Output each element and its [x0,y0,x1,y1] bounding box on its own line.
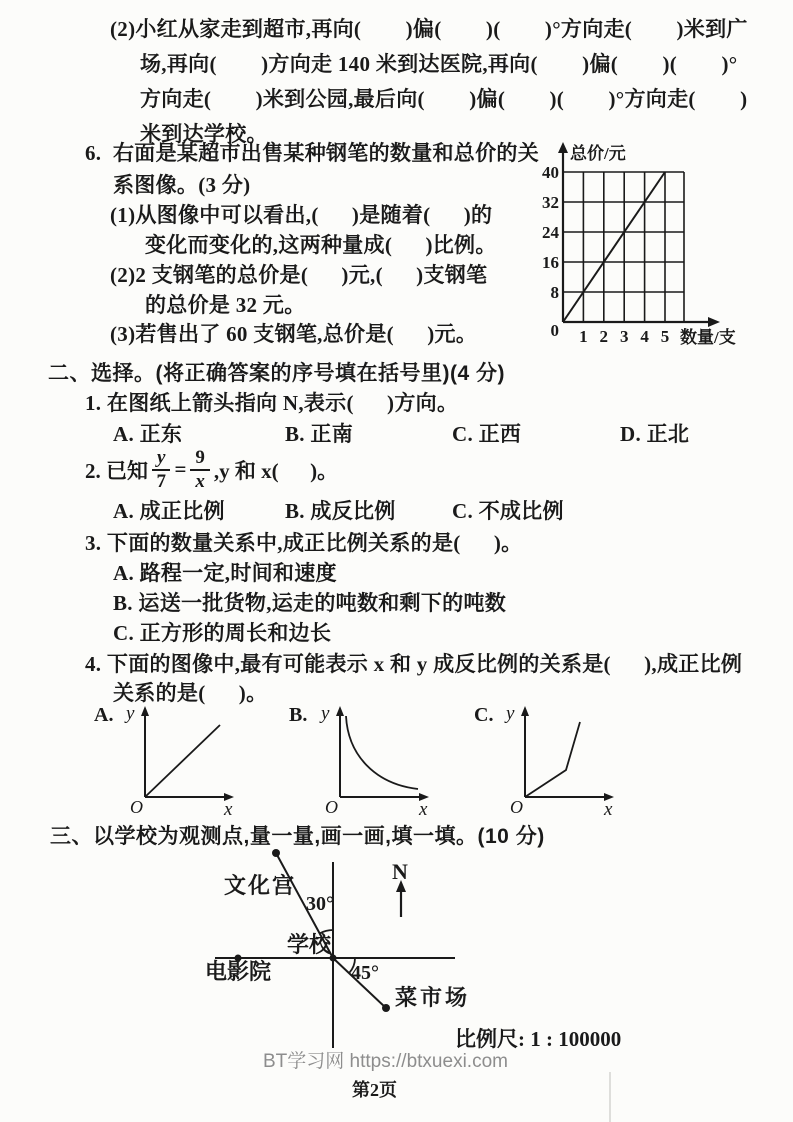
culture-palace-dot [272,849,280,857]
q6-sub2-line1: (2)2 支钢笔的总价是( )元,( )支钢笔 [110,263,488,287]
angle-45-label: 45° [351,962,379,984]
site-watermark: BT学习网 https://btxuexi.com [263,1051,508,1072]
s2-q2-option-b: B. 成反比例 [285,499,396,523]
origin-label: O [510,797,523,817]
s2-q2-prefix: 2. 已知 [85,458,148,483]
north-label: N [392,859,408,884]
y-axis-label: y [506,703,515,724]
section2-heading: 二、选择。(将正确答案的序号填在括号里)(4 分) [48,362,505,385]
x-tick-labels [579,327,669,346]
inverse-curve [346,716,418,789]
proportional-line [145,725,220,797]
x-axis-label: x [604,799,613,818]
q6-sub3-line: (3)若售出了 60 支钢笔,总价是( )元。 [110,322,478,346]
y-axis-label: y [321,703,330,724]
s2-q2-option-a: A. 成正比例 [113,499,225,523]
s2-q1-text: 1. 在图纸上箭头指向 N,表示( )方向。 [85,391,459,415]
x-axis-title: 数量/支 [680,328,736,347]
map-scale-label: 比例尺: 1 : 100000 [455,1027,622,1051]
pen-price-chart [530,140,792,360]
s2-q4-line1: 4. 下面的图像中,最有可能表示 x 和 y 成反比例的关系是( ),成正比例 [85,652,743,676]
school-label: 学校 [286,932,331,957]
section3-heading: 三、以学校为观测点,量一量,画一画,填一填。(10 分) [50,825,545,848]
q5-part2-line3: 方向走( )米到公园,最后向( )偏( )( )°方向走( ) [140,87,748,111]
x-axis-label: x [224,799,233,818]
origin-label: O [325,797,338,817]
cinema-label: 电影院 [205,959,272,984]
q5-part2-line1: (2)小红从家走到超市,再向( )偏( )( )°方向走( )米到广 [110,17,748,41]
chart-axes [563,148,714,322]
svg-text:24: 24 [542,223,559,242]
y-axis-title: 总价/元 [570,144,626,163]
fraction-9-over-x [190,448,210,492]
origin-label: O [130,797,143,817]
graph-letter: B. [289,704,308,726]
svg-text:1: 1 [579,327,588,346]
graph-letter: A. [94,704,114,726]
s2-q4-line2: 关系的是( )。 [113,681,268,705]
q5-part2-line4: 米到达学校。 [140,122,268,146]
q6-sub2-line2: 的总价是 32 元。 [145,293,306,317]
axes [525,712,608,797]
fraction-numerator: 9 [190,448,210,471]
q6-sub1-line2: 变化而变化的,这两种量成( )比例。 [145,233,497,257]
svg-text:3: 3 [619,327,629,346]
q6-line2: 系图像。(3 分) [113,173,251,197]
s2-q1-option-c: C. 正西 [452,422,522,446]
s2-q3-text: 3. 下面的数量关系中,成正比例关系的是( )。 [85,531,523,555]
q6-line1: 右面是某超市出售某种钢笔的数量和总价的关 [113,141,539,165]
school-map-diagram [0,840,793,1055]
y-axis-arrow [558,142,568,153]
fraction-denominator: 7 [156,470,166,492]
market-label: 菜市场 [395,985,471,1010]
fraction-denominator: x [195,470,205,492]
q5-part2-line2: 场,再向( )方向走 140 米到达医院,再向( )偏( )( )° [140,52,738,76]
s2-q3-option-a: A. 路程一定,时间和速度 [113,561,337,585]
svg-text:4: 4 [640,327,649,346]
culture-palace-label: 文化宫 [224,873,297,898]
svg-text:8: 8 [550,283,559,302]
bent-line [525,722,580,797]
scan-edge-artifact [609,1072,611,1122]
graph-letter: C. [474,704,494,726]
option-graph-b [285,700,445,818]
x-axis-arrow [708,317,720,327]
s2-q2-text [85,448,338,492]
s2-q2-suffix: ,y 和 x( )。 [213,458,339,483]
q6-sub1-line1: (1)从图像中可以看出,( )是随着( )的 [110,203,493,227]
fraction-numerator: y [152,448,170,471]
origin-label: 0 [550,321,559,340]
s2-q1-option-b: B. 正南 [285,422,354,446]
angle-30-label: 30° [306,893,334,915]
fraction-y-over-7 [152,448,170,492]
svg-text:5: 5 [660,327,670,346]
svg-text:2: 2 [599,327,609,346]
y-axis-arrow [521,706,529,716]
y-tick-labels [542,163,560,340]
x-axis-label: x [419,799,428,818]
y-axis-arrow [336,706,344,716]
chart-grid [563,172,684,322]
axes [340,712,423,797]
s2-q1-option-a: A. 正东 [113,422,183,446]
svg-text:40: 40 [542,163,559,182]
equals-sign: = [174,457,187,482]
y-axis-arrow [141,706,149,716]
s2-q3-option-c: C. 正方形的周长和边长 [113,621,332,645]
svg-text:32: 32 [542,193,559,212]
s2-q1-option-d: D. 正北 [620,422,690,446]
market-dot [382,1004,390,1012]
q6-number: 6. [85,141,102,165]
s2-q3-option-b: B. 运送一批货物,运走的吨数和剩下的吨数 [113,591,507,615]
option-graph-c [470,700,630,818]
s2-q2-option-c: C. 不成比例 [452,499,564,523]
svg-text:16: 16 [542,253,559,272]
option-graph-a [90,700,250,818]
y-axis-label: y [126,703,135,724]
chart-data-line [563,172,665,322]
page-number: 第2页 [352,1080,397,1100]
